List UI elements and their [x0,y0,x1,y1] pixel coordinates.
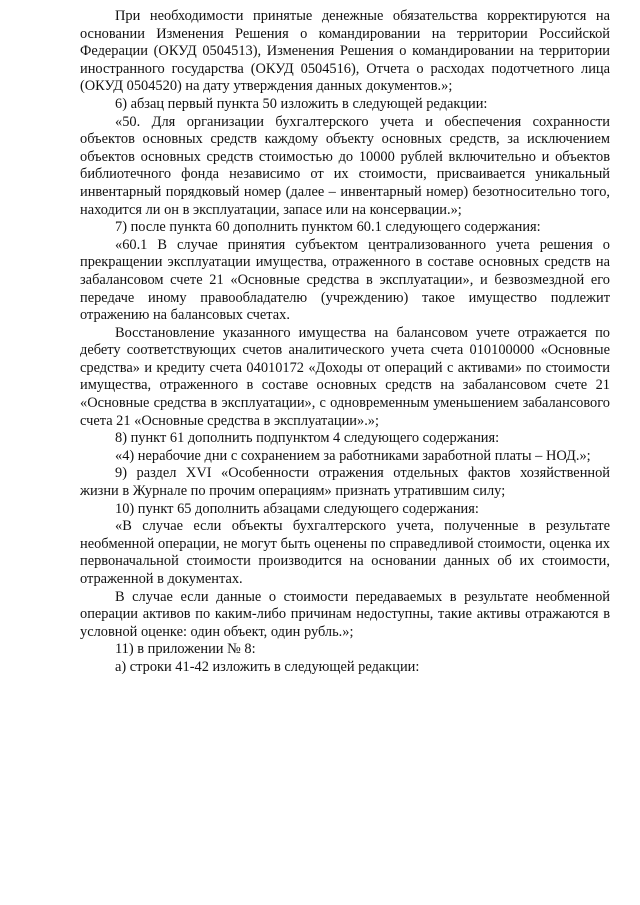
paragraph-nonexchange-valuation: «В случае если объекты бухгалтерского учета, полученные в результате необменной операции, не могут быть оценены по справедливой стоимости, оценка их первоначальной стоимости производится на основании данных об их стоимости, отраженной в документах. [80,518,610,587]
paragraph-subitem-a: а) строки 41-42 изложить в следующей редакции: [115,658,420,675]
paragraph-point-50: «50. Для организации бухгалтерского учета и обеспечения сохранности объектов основных средств каждому объекту основных средств, за исключением объектов основных средств стоимостью до 10000 рублей включительно и объектов библиотечного фонда независимо от их стоимости, присваивается уникальный инвентарный порядковый номер (далее – инвентарный номер) безотносительно того, находится ли он в эксплуатации, запасе или на консервации.»; [80,113,610,218]
paragraph-subpoint-4: «4) нерабочие дни с сохранением за работниками заработной платы – НОД.»; [115,447,591,464]
paragraph-item-8: 8) пункт 61 дополнить подпунктом 4 следующего содержания: [115,430,500,447]
paragraph-conditional-valuation: В случае если данные о стоимости передаваемых в результате необменной операции активов по каким-либо причинам недоступны, такие активы отражаются в условной оценке: один объект, один рубль.»; [80,588,610,640]
document-page [80,8,610,677]
paragraph-obligations: При необходимости принятые денежные обязательства корректируются на основании Изменения Решения о командировании на территории Российской Федерации (ОКУД 0504513), Изменения Решения о командировании на территории иностранного государства (ОКУД 0504516), Отчета о расходах подотчетного лица (ОКУД 0504520) на дату утверждения данных документов.»; [80,8,610,95]
paragraph-item-11: 11) в приложении № 8: [115,641,256,658]
paragraph-item-9: 9) раздел XVI «Особенности отражения отдельных фактов хозяйственной жизни в Журнале по прочим операциям» признать утратившим силу; [80,465,610,500]
paragraph-item-7: 7) после пункта 60 дополнить пунктом 60.1 следующего содержания: [115,219,541,236]
paragraph-restoration: Восстановление указанного имущества на балансовом учете отражается по дебету соответствующих счетов аналитического учета счета 010100000 «Основные средства» и кредиту счета 04010172 «Доходы от операций с активами» по стоимости имущества, отраженного в составе основных средств на забалансовом счете 21 «Основные средства в эксплуатации», с одновременным уменьшением забалансового счета 21 «Основные средства в эксплуатации».»; [80,324,610,429]
paragraph-item-6: 6) абзац первый пункта 50 изложить в следующей редакции: [115,95,488,112]
paragraph-point-60-1: «60.1 В случае принятия субъектом централизованного учета решения о прекращении эксплуатации имущества, отраженного в составе основных средств на забалансовом счете 21 «Основные средства в эксплуатации», и безвозмездной его передаче иному правообладателю (учреждению) такое имущество подлежит отражению на балансовых счетах. [80,236,610,324]
paragraph-item-10: 10) пункт 65 дополнить абзацами следующего содержания: [115,500,479,517]
